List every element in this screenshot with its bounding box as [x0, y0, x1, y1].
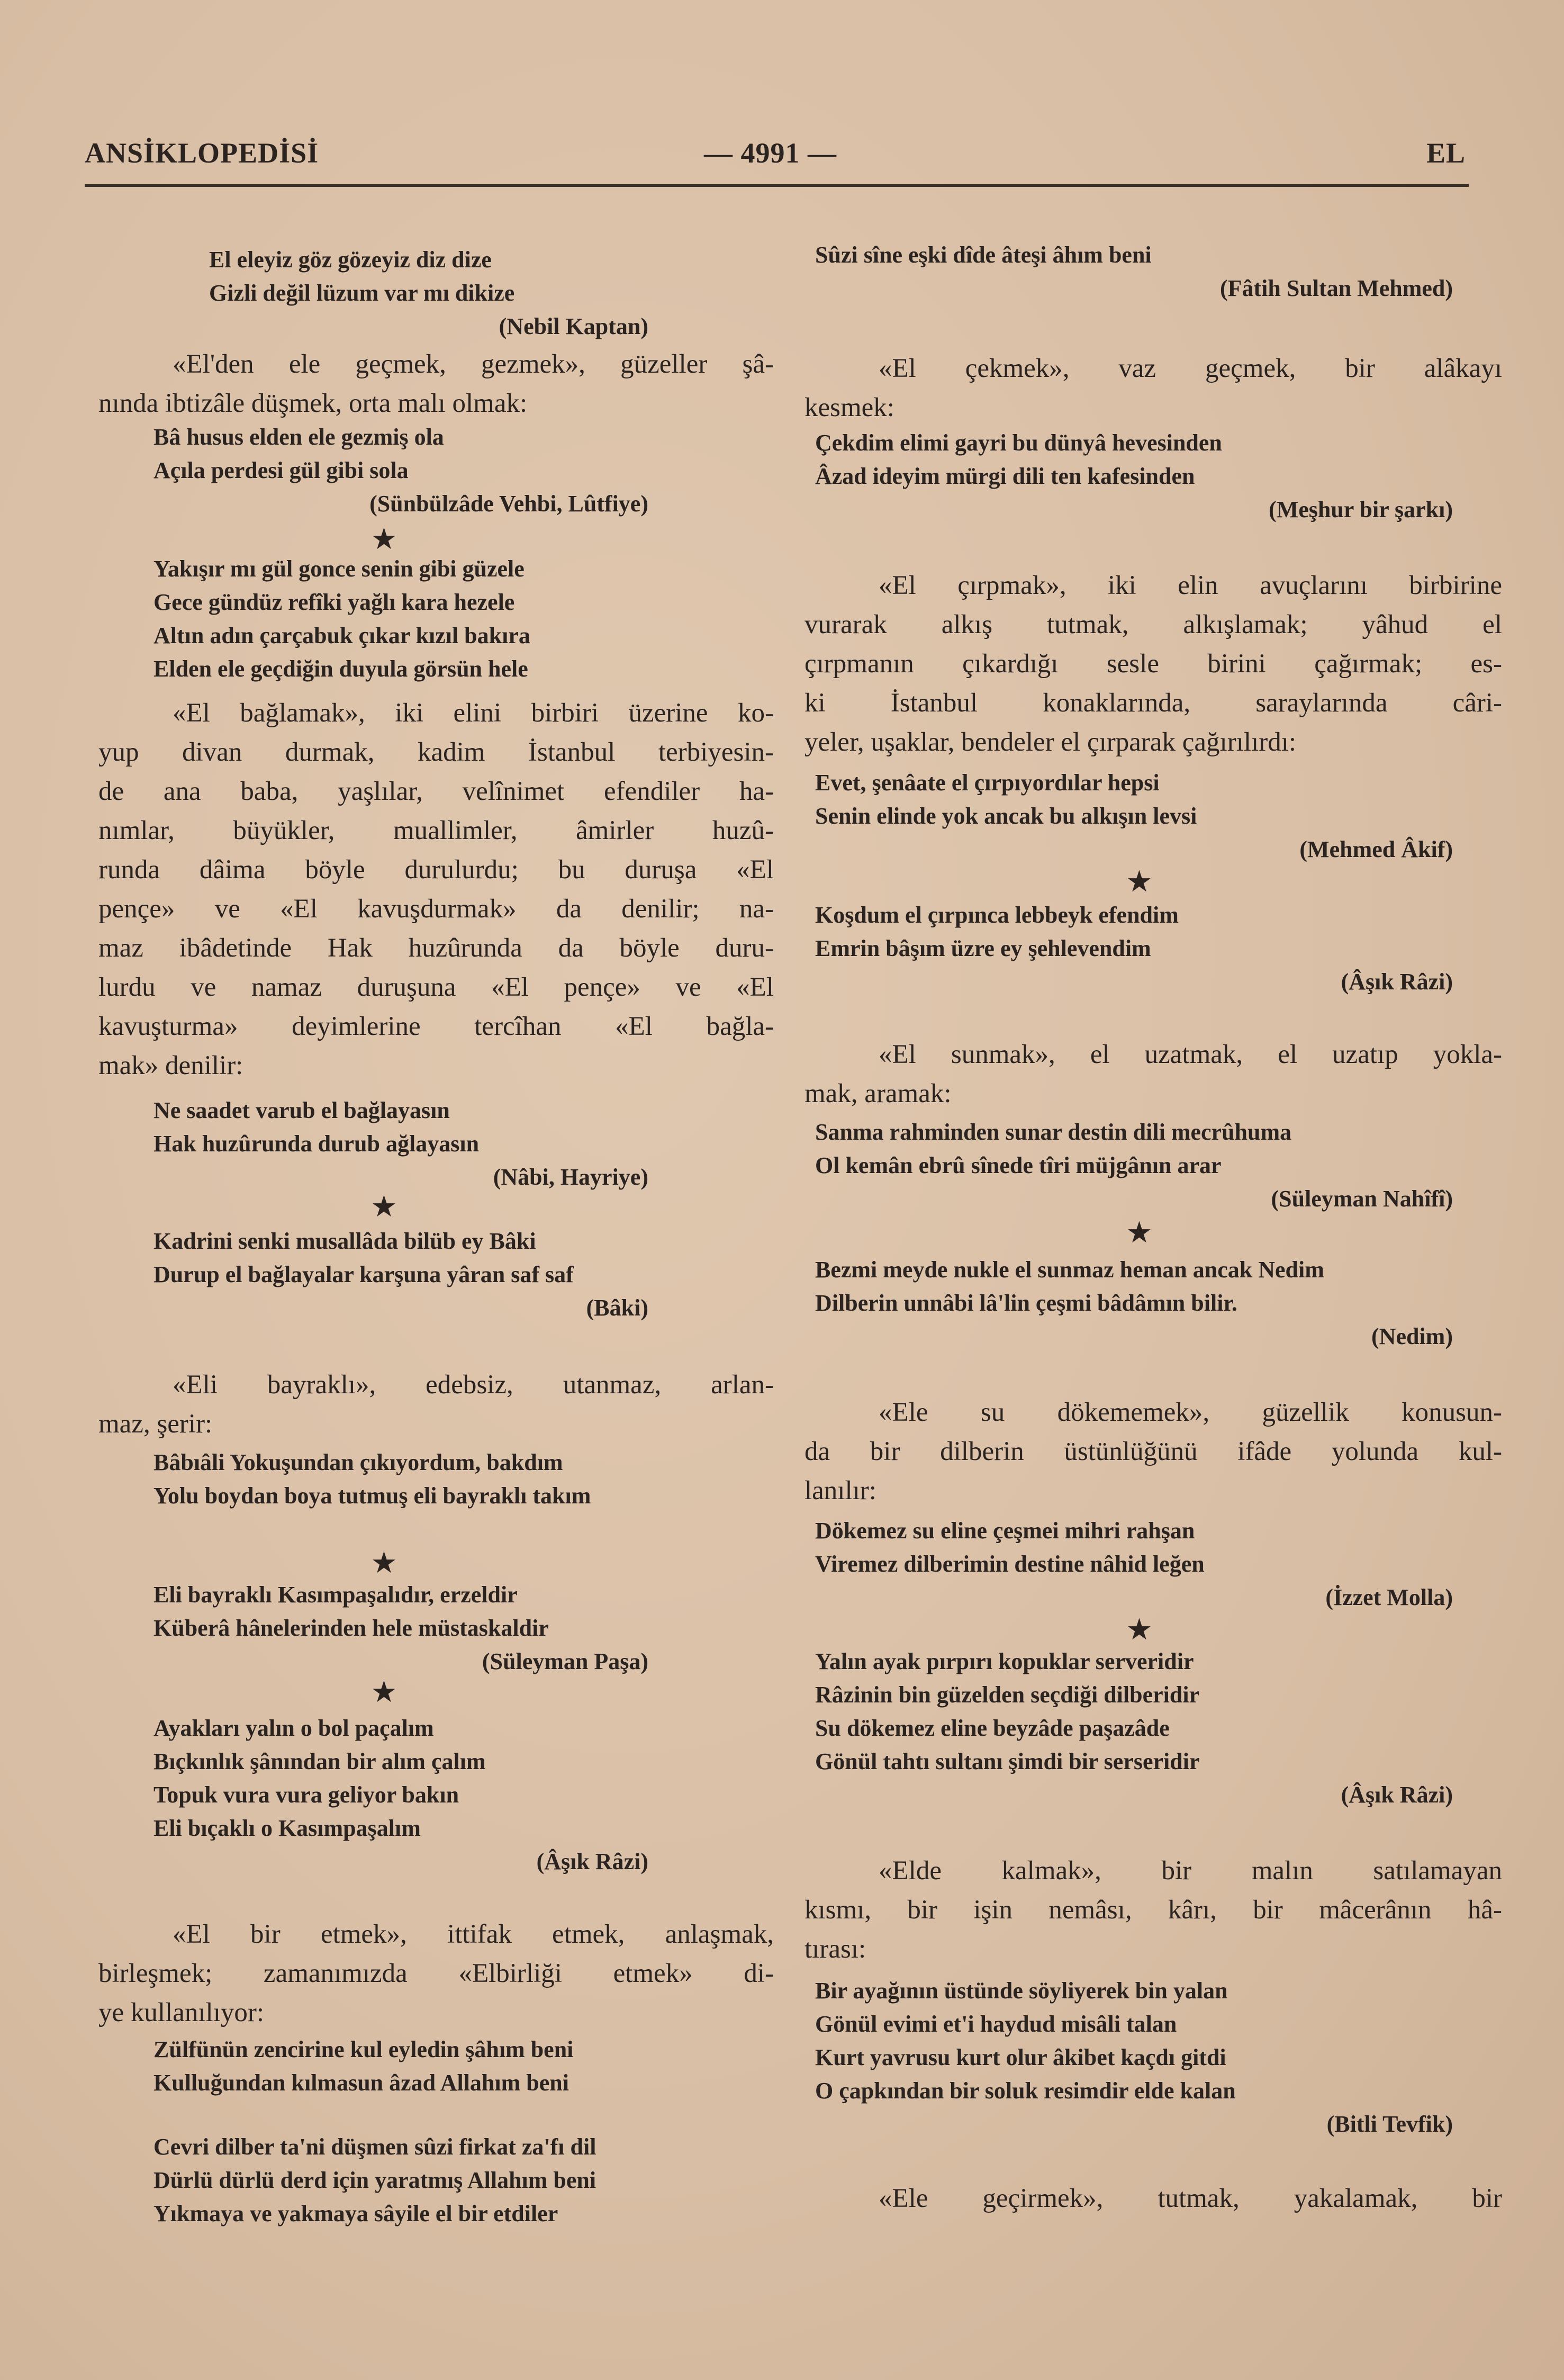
verse-line: Gönül tahtı sultanı şimdi bir serseridir [815, 1748, 1200, 1774]
verse-quotation [815, 1115, 1453, 1215]
verse-attribution: (Bâki) [586, 1295, 648, 1321]
verse-line: Küberâ hânelerinden hele müstaskaldir [153, 1615, 549, 1641]
verse-quotation [815, 1645, 1453, 1811]
paragraph [804, 1851, 1502, 1969]
verse-line: Ne saadet varub el bağlayasın [153, 1097, 450, 1123]
header-page-number: — 4991 — [704, 137, 837, 169]
verse-quotation [153, 1446, 648, 1512]
verse-attribution: (Âşık Râzi) [536, 1849, 648, 1874]
verse-line: Bıçkınlık şânından bir alım çalım [153, 1748, 486, 1774]
paragraph-line: ki İstanbul konaklarında, saraylarında câri- [804, 688, 1502, 718]
paragraph [804, 1035, 1502, 1113]
verse-attribution: (Süleyman Nahîfî) [1271, 1186, 1453, 1212]
paragraph-line: «Ele geçirmek», tutmak, yakalamak, bir [879, 2184, 1502, 2213]
paragraph [804, 566, 1502, 762]
verse-line: Emrin bâşım üzre ey şehlevendim [815, 935, 1151, 961]
verse-attribution: (Âşık Râzi) [1341, 1782, 1453, 1808]
verse-quotation [153, 1094, 648, 1194]
paragraph-line: yeler, uşaklar, bendeler el çırparak çağırılırdı: [804, 727, 1297, 757]
verse-line: Koşdum el çırpınca lebbeyk efendim [815, 902, 1179, 928]
verse-attribution: (Nâbi, Hayriye) [493, 1164, 648, 1190]
verse-line: Âzad ideyim mürgi dili ten kafesinden [815, 463, 1195, 489]
paragraph-line: ye kullanılıyor: [98, 1998, 265, 2027]
star-separator-icon: ★ [1126, 1216, 1153, 1249]
paragraph-line: tırası: [804, 1934, 866, 1964]
paragraph-line: yup divan durmak, kadim İstanbul terbiyesin- [98, 737, 774, 767]
paragraph [98, 1915, 774, 2032]
verse-line: Kulluğundan kılmasun âzad Allahım beni [153, 2070, 569, 2096]
star-separator-icon: ★ [1126, 1613, 1153, 1646]
verse-line: Çekdim elimi gayri bu dünyâ hevesinden [815, 430, 1222, 456]
paragraph [804, 1393, 1502, 1510]
paragraph-line: nında ibtizâle düşmek, orta malı olmak: [98, 389, 528, 418]
verse-quotation [815, 1974, 1453, 2141]
header-encyclopedia-title: ANSİKLOPEDİSİ [85, 137, 319, 169]
verse-line: Eli bayraklı Kasımpaşalıdır, erzeldir [153, 1582, 518, 1608]
verse-line: Sûzi sîne eşki dîde âteşi âhım beni [815, 242, 1152, 268]
verse-line: Evet, şenâate el çırpıyordılar hepsi [815, 770, 1160, 796]
verse-attribution: (Nedim) [1371, 1323, 1453, 1349]
verse-line: Dökemez su eline çeşmei mihri rahşan [815, 1518, 1195, 1544]
verse-line: Ayakları yalın o bol paçalım [153, 1715, 434, 1741]
star-separator-icon: ★ [370, 1547, 397, 1580]
verse-line: Râzinin bin güzelden seçdiği dilberidir [815, 1682, 1200, 1708]
verse-line: Cevri dilber ta'ni düşmen sûzi firkat za'fı dil [153, 2134, 596, 2160]
star-separator-icon: ★ [1126, 866, 1153, 898]
paragraph [804, 2179, 1502, 2218]
paragraph-line: «Eli bayraklı», edebsiz, utanmaz, arlan- [173, 1370, 774, 1400]
paragraph-line: «Elde kalmak», bir malın satılamayan [879, 1856, 1502, 1886]
verse-line: Durup el bağlayalar karşuna yâran saf saf [153, 1261, 574, 1287]
verse-line: Zülfünün zencirine kul eyledin şâhım beni [153, 2036, 574, 2062]
paragraph [98, 1365, 774, 1444]
header-section-title: EL [1426, 137, 1466, 169]
paragraph-line: çırpmanın çıkardığı sesle birini çağırmak; es- [804, 649, 1502, 679]
verse-quotation [815, 898, 1453, 998]
verse-attribution: (Bitli Tevfik) [1326, 2111, 1453, 2137]
verse-line: Bezmi meyde nukle el sunmaz heman ancak Nedim [815, 1257, 1324, 1283]
verse-quotation [209, 243, 648, 343]
verse-attribution: (Sünbülzâde Vehbi, Lûtfiye) [369, 491, 648, 517]
paragraph-line: lurdu ve namaz duruşuna «El pençe» ve «El [98, 972, 774, 1002]
star-separator-icon: ★ [370, 1191, 397, 1223]
paragraph-line: nımlar, büyükler, muallimler, âmirler huzû- [98, 816, 774, 845]
paragraph-line: maz, şerir: [98, 1409, 213, 1439]
paragraph-line: mak» denilir: [98, 1051, 243, 1080]
verse-line: Gece gündüz refîki yağlı kara hezele [153, 589, 515, 615]
paragraph-line: pençe» ve «El kavuşdurmak» da denilir; na- [98, 894, 774, 924]
verse-line: Dürlü dürlü derd için yaratmış Allahım beni [153, 2167, 596, 2193]
verse-attribution: (Nebil Kaptan) [499, 313, 648, 339]
verse-line: Yalın ayak pırpırı kopuklar serveridir [815, 1648, 1194, 1674]
verse-line: Kurt yavrusu kurt olur âkibet kaçdı gitdi [815, 2044, 1226, 2070]
paragraph-line: runda dâima böyle durulurdu; bu duruşa «El [98, 855, 774, 885]
verse-attribution: (Mehmed Âkif) [1299, 836, 1453, 862]
verse-line: Altın adın çarçabuk çıkar kızıl bakıra [153, 623, 530, 648]
verse-line: Gizli değil lüzum var mı dikize [209, 280, 515, 306]
verse-line: El eleyiz göz gözeyiz diz dize [209, 247, 492, 273]
verse-line: Ol kemân ebrû sînede tîri müjgânın arar [815, 1152, 1222, 1178]
verse-quotation [815, 1514, 1453, 1614]
verse-line: Sanma rahminden sunar destin dili mecrûhuma [815, 1119, 1292, 1145]
verse-quotation [153, 1578, 648, 1678]
paragraph-line: «El çekmek», vaz geçmek, bir alâkayı [879, 354, 1502, 383]
paragraph-line: de ana baba, yaşlılar, velînimet efendiler ha- [98, 777, 774, 806]
paragraph-line: kesmek: [804, 393, 894, 422]
star-separator-icon: ★ [370, 1676, 397, 1709]
verse-quotation [815, 426, 1453, 526]
paragraph-line: kısmı, bir işin nemâsı, kârı, bir mâcerânın hâ- [804, 1895, 1502, 1925]
paragraph-line: da bir dilberin üstünlüğünü ifâde yolunda kul- [804, 1437, 1502, 1466]
paragraph-line: maz ibâdetinde Hak huzûrunda da böyle duru- [98, 933, 774, 963]
verse-line: Topuk vura vura geliyor bakın [153, 1782, 459, 1808]
paragraph-line: kavuşturma» deyimlerine tercîhan «El bağla- [98, 1012, 774, 1041]
verse-line: Dilberin unnâbi lâ'lin çeşmi bâdâmın bilir. [815, 1290, 1237, 1316]
verse-line: O çapkından bir soluk resimdir elde kalan [815, 2078, 1236, 2104]
paragraph [98, 345, 774, 423]
verse-attribution: (Süleyman Paşa) [482, 1648, 648, 1674]
paragraph-line: «Ele su dökememek», güzellik konusun- [879, 1398, 1502, 1427]
verse-line: Viremez dilberimin destine nâhid leğen [815, 1551, 1205, 1577]
verse-line: Yolu boydan boya tutmuş eli bayraklı takım [153, 1483, 591, 1509]
paragraph-line: «El sunmak», el uzatmak, el uzatıp yokla- [879, 1040, 1502, 1069]
verse-attribution: (Meşhur bir şarkı) [1269, 497, 1453, 522]
verse-line: Yıkmaya ve yakmaya sâyile el bir etdiler [153, 2201, 558, 2226]
verse-quotation [153, 1711, 648, 1878]
paragraph-line: lanılır: [804, 1476, 876, 1505]
verse-attribution: (Fâtih Sultan Mehmed) [1220, 275, 1453, 301]
verse-line: Bâbıâli Yokuşundan çıkıyordum, bakdım [153, 1449, 563, 1475]
paragraph [804, 349, 1502, 427]
paragraph-line: «El bir etmek», ittifak etmek, anlaşmak, [173, 1919, 774, 1949]
verse-quotation [815, 238, 1453, 305]
verse-attribution: (İzzet Molla) [1325, 1584, 1453, 1610]
verse-quotation [153, 420, 648, 520]
paragraph-line: «El bağlamak», iki elini birbiri üzerine ko- [173, 698, 774, 728]
paragraph-line: mak, aramak: [804, 1079, 952, 1108]
verse-line: Eli bıçaklı o Kasımpaşalım [153, 1815, 421, 1841]
verse-line: Yakışır mı gül gonce senin gibi güzele [153, 556, 525, 582]
paragraph-line: vurarak alkış tutmak, alkışlamak; yâhud el [804, 610, 1502, 639]
verse-line: Gönül evimi et'i haydud misâli talan [815, 2011, 1177, 2037]
verse-quotation [815, 1253, 1453, 1353]
paragraph-line: «El'den ele geçmek, gezmek», güzeller şâ- [173, 349, 774, 379]
verse-line: Bir ayağının üstünde söyliyerek bin yalan [815, 1978, 1228, 2004]
paragraph [98, 693, 774, 1085]
verse-line: Senin elinde yok ancak bu alkışın levsi [815, 803, 1197, 829]
verse-line: Kadrini senki musallâda bilüb ey Bâki [153, 1228, 536, 1254]
verse-line: Bâ husus elden ele gezmiş ola [153, 424, 444, 450]
verse-quotation [153, 552, 648, 686]
paragraph-line: «El çırpmak», iki elin avuçlarını birbirine [879, 571, 1502, 600]
verse-quotation [815, 766, 1453, 866]
star-separator-icon: ★ [370, 523, 397, 556]
paragraph-line: birleşmek; zamanımızda «Elbirliği etmek» di- [98, 1959, 774, 1988]
verse-line: Hak huzûrunda durub ağlayasın [153, 1131, 480, 1157]
verse-line: Elden ele geçdiğin duyula görsün hele [153, 656, 528, 682]
verse-quotation [153, 2130, 648, 2230]
header-rule [85, 184, 1469, 187]
verse-quotation [153, 2033, 648, 2099]
verse-line: Su dökemez eline beyzâde paşazâde [815, 1715, 1170, 1741]
verse-quotation [153, 1224, 648, 1324]
verse-line: Açıla perdesi gül gibi sola [153, 457, 409, 483]
verse-attribution: (Âşık Râzi) [1341, 969, 1453, 995]
